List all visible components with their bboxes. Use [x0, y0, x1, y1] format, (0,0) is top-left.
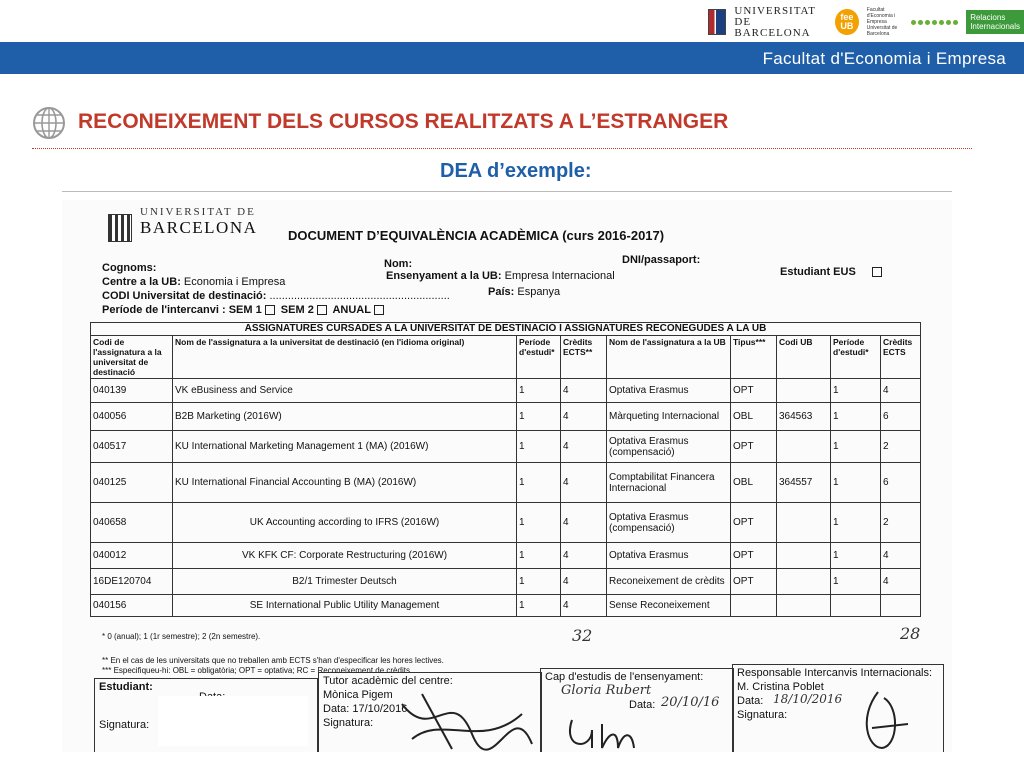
ub-logo: UNIVERSITAT DE BARCELONA — [734, 4, 816, 39]
eus-checkbox — [872, 267, 882, 277]
title-divider — [32, 148, 972, 149]
cap-label: Cap d'estudis de l'ensenyament: — [545, 671, 704, 683]
ri-logo: Relacions Internacionals — [966, 10, 1024, 34]
scan-top-divider — [62, 191, 952, 192]
table-cell-nom-ub: Sense Reconeixement — [607, 595, 731, 617]
table-cell-codi: 040012 — [91, 543, 173, 569]
table-cell-tipus: OBL — [731, 463, 777, 503]
table-cell-ects-ub: 6 — [881, 463, 921, 503]
table-cell-ects: 4 — [561, 595, 607, 617]
table-header-cell: Nom de l'assignatura a la universitat de destinació (en l'idioma original) — [173, 336, 517, 379]
header-logos — [708, 6, 1024, 38]
table-header-cell: Nom de l'assignatura a la UB — [607, 336, 731, 379]
table-cell-periode: 1 — [517, 543, 561, 569]
table-cell-ects-ub: 4 — [881, 543, 921, 569]
student-signatura-label: Signatura: — [99, 719, 150, 731]
table-cell-nom: KU International Marketing Management 1 (MA) (2016W) — [173, 431, 517, 463]
table-cell-codi-ub — [777, 503, 831, 543]
table-cell-codi: 040125 — [91, 463, 173, 503]
table-cell-tipus: OPT — [731, 543, 777, 569]
tutor-name: Mònica Pigem — [323, 689, 393, 701]
estudiant-label: Estudiant: — [99, 681, 153, 693]
codi-row: CODI Universitat de destinació: ........................................................... — [102, 290, 450, 302]
total-left: 32 — [572, 626, 593, 645]
table-cell-codi: 040658 — [91, 503, 173, 543]
table-cell-nom-ub: Optativa Erasmus — [607, 379, 731, 403]
sem2-checkbox — [317, 305, 327, 315]
table-cell-periode: 1 — [517, 595, 561, 617]
table-cell-periode: 1 — [517, 431, 561, 463]
table-cell-tipus: OPT — [731, 569, 777, 595]
resp-signature-scribble — [848, 688, 918, 752]
table-cell-ects-ub — [881, 595, 921, 617]
table-cell-ects: 4 — [561, 543, 607, 569]
table-cell-nom: B2/1 Trimester Deutsch — [173, 569, 517, 595]
table-cell-codi-ub — [777, 595, 831, 617]
table-row — [91, 379, 921, 403]
table-cell-tipus — [731, 595, 777, 617]
cap-name: Gloria Rubert — [561, 683, 652, 698]
table-cell-periode-ub: 1 — [831, 463, 881, 503]
table-cell-codi-ub — [777, 543, 831, 569]
table-cell-codi-ub — [777, 569, 831, 595]
table-cell-ects: 4 — [561, 431, 607, 463]
tutor-signature-scribble — [392, 684, 542, 752]
table-cell-ects-ub: 2 — [881, 503, 921, 543]
total-right: 28 — [900, 624, 921, 643]
centre-row: Centre a la UB: Economia i Empresa — [102, 276, 286, 288]
table-row — [91, 569, 921, 595]
cognoms-label: Cognoms: — [102, 262, 157, 274]
table-row — [91, 543, 921, 569]
resp-label: Responsable Intercanvis Internacionals: — [737, 667, 933, 679]
ri-dots-icon — [911, 20, 958, 25]
table-cell-ects: 4 — [561, 569, 607, 595]
note-2: ** En el cas de les universitats que no treballen amb ECTS s'han d'especificar les hores lectives. — [102, 656, 444, 665]
scanned-document — [62, 200, 952, 752]
table-cell-tipus: OPT — [731, 503, 777, 543]
table-header-cell: Període d'estudi* — [831, 336, 881, 379]
table-cell-ects: 4 — [561, 403, 607, 431]
table-cell-nom: B2B Marketing (2016W) — [173, 403, 517, 431]
table-cell-periode: 1 — [517, 503, 561, 543]
table-row — [91, 463, 921, 503]
slide-subtitle: DEA d’exemple: — [440, 160, 592, 182]
table-cell-codi-ub: 364563 — [777, 403, 831, 431]
table-row — [91, 503, 921, 543]
ensenyament-row: Ensenyament a la UB: Empresa Internacional — [386, 270, 615, 282]
table-cell-ects-ub: 2 — [881, 431, 921, 463]
table-cell-periode: 1 — [517, 403, 561, 431]
globe-icon — [32, 106, 66, 140]
table-cell-nom: VK KFK CF: Corporate Restructuring (2016W) — [173, 543, 517, 569]
sem1-checkbox — [265, 305, 275, 315]
resp-data-label: Data: — [737, 695, 764, 707]
resp-signatura-label: Signatura: — [737, 709, 788, 721]
estudiant-eus: Estudiant EUS — [780, 266, 885, 278]
table-cell-nom-ub: Màrqueting Internacional — [607, 403, 731, 431]
table-cell-codi: 040139 — [91, 379, 173, 403]
table-header-cell: Tipus*** — [731, 336, 777, 379]
table-cell-tipus: OPT — [731, 431, 777, 463]
table-cell-ects: 4 — [561, 463, 607, 503]
table-cell-tipus: OBL — [731, 403, 777, 431]
cap-signature-scribble — [562, 710, 642, 752]
table-cell-codi: 040517 — [91, 431, 173, 463]
table-band: ASSIGNATURES CURSADES A LA UNIVERSITAT DE DESTINACIÓ I ASSIGNATURES RECONEGUDES A LA UB — [91, 323, 921, 336]
table-row — [91, 403, 921, 431]
table-cell-nom-ub: Optativa Erasmus — [607, 543, 731, 569]
note-1: * 0 (anual); 1 (1r semestre); 2 (2n semestre). — [102, 632, 261, 641]
resp-name: M. Cristina Poblet — [737, 681, 824, 693]
table-cell-ects-ub: 4 — [881, 569, 921, 595]
faculty-name: Facultat d'Economia i Empresa — [762, 49, 1006, 68]
pais-row: País: Espanya — [488, 286, 561, 298]
slide-title: RECONEIXEMENT DELS CURSOS REALITZATS A L’ESTRANGER — [78, 110, 729, 133]
table-cell-nom-ub: Optativa Erasmus (compensació) — [607, 431, 731, 463]
table-cell-periode-ub: 1 — [831, 543, 881, 569]
table-cell-periode: 1 — [517, 463, 561, 503]
equivalence-table — [90, 322, 921, 617]
table-header-cell: Crèdits ECTS — [881, 336, 921, 379]
table-cell-tipus: OPT — [731, 379, 777, 403]
table-header-cell: Codi UB — [777, 336, 831, 379]
doc-ub-top: UNIVERSITAT DE — [140, 206, 256, 218]
cap-date: 20/10/16 — [661, 695, 720, 710]
table-cell-codi-ub — [777, 379, 831, 403]
table-cell-nom: KU International Financial Accounting B (MA) (2016W) — [173, 463, 517, 503]
table-cell-codi: 16DE120704 — [91, 569, 173, 595]
table-cell-periode-ub: 1 — [831, 379, 881, 403]
table-cell-ects: 4 — [561, 379, 607, 403]
note-3: *** Especifiqueu-hi: OBL = obligatòria; OPT = optativa; RC = Reconeixement de crèdits — [102, 666, 410, 675]
table-cell-ects-ub: 4 — [881, 379, 921, 403]
table-row — [91, 431, 921, 463]
redaction — [158, 696, 308, 746]
table-header-cell: Període d'estudi* — [517, 336, 561, 379]
periode-row: Període de l'intercanvi : SEM 1 SEM 2 ANUAL — [102, 304, 387, 316]
table-body — [91, 379, 921, 617]
tutor-date: Data: 17/10/2016 — [323, 703, 408, 715]
table-cell-nom-ub: Reconeixement de crèdits — [607, 569, 731, 595]
fee-logo: fee UB — [835, 9, 859, 35]
table-cell-periode-ub: 1 — [831, 569, 881, 595]
table-row — [91, 595, 921, 617]
nom-label: Nom: — [384, 258, 413, 270]
table-header-cell: Codi de l'assignatura a la universitat de destinació — [91, 336, 173, 379]
doc-title: DOCUMENT D’EQUIVALÈNCIA ACADÈMICA (curs 2016-2017) — [288, 228, 665, 243]
table-cell-periode: 1 — [517, 569, 561, 595]
doc-ub-shield-icon — [108, 214, 132, 242]
table-cell-periode-ub: 1 — [831, 431, 881, 463]
tutor-label: Tutor acadèmic del centre: — [323, 675, 453, 687]
table-cell-codi: 040156 — [91, 595, 173, 617]
table-cell-nom: SE International Public Utility Management — [173, 595, 517, 617]
dni-label: DNI/passaport: — [622, 254, 701, 266]
cap-data-label: Data: — [629, 699, 656, 711]
table-cell-periode: 1 — [517, 379, 561, 403]
table-header-row — [91, 336, 921, 379]
fee-logo-caption: Facultat d'Economia i Empresa Universitat de Barcelona — [866, 7, 898, 37]
table-cell-codi-ub — [777, 431, 831, 463]
table-cell-nom-ub: Comptabilitat Financera Internacional — [607, 463, 731, 503]
tutor-signatura-label: Signatura: — [323, 717, 374, 729]
table-cell-codi: 040056 — [91, 403, 173, 431]
table-cell-nom: VK eBusiness and Service — [173, 379, 517, 403]
table-header-cell: Crèdits ECTS** — [561, 336, 607, 379]
table-cell-periode-ub: 1 — [831, 503, 881, 543]
doc-ub-name: BARCELONA — [140, 218, 258, 237]
ub-shield-icon — [708, 9, 726, 35]
table-cell-ects: 4 — [561, 503, 607, 543]
table-cell-periode-ub — [831, 595, 881, 617]
table-cell-nom: UK Accounting according to IFRS (2016W) — [173, 503, 517, 543]
table-cell-periode-ub: 1 — [831, 403, 881, 431]
table-cell-ects-ub: 6 — [881, 403, 921, 431]
table-cell-nom-ub: Optativa Erasmus (compensació) — [607, 503, 731, 543]
anual-checkbox — [374, 305, 384, 315]
table-cell-codi-ub: 364557 — [777, 463, 831, 503]
resp-date: 18/10/2016 — [773, 692, 843, 706]
